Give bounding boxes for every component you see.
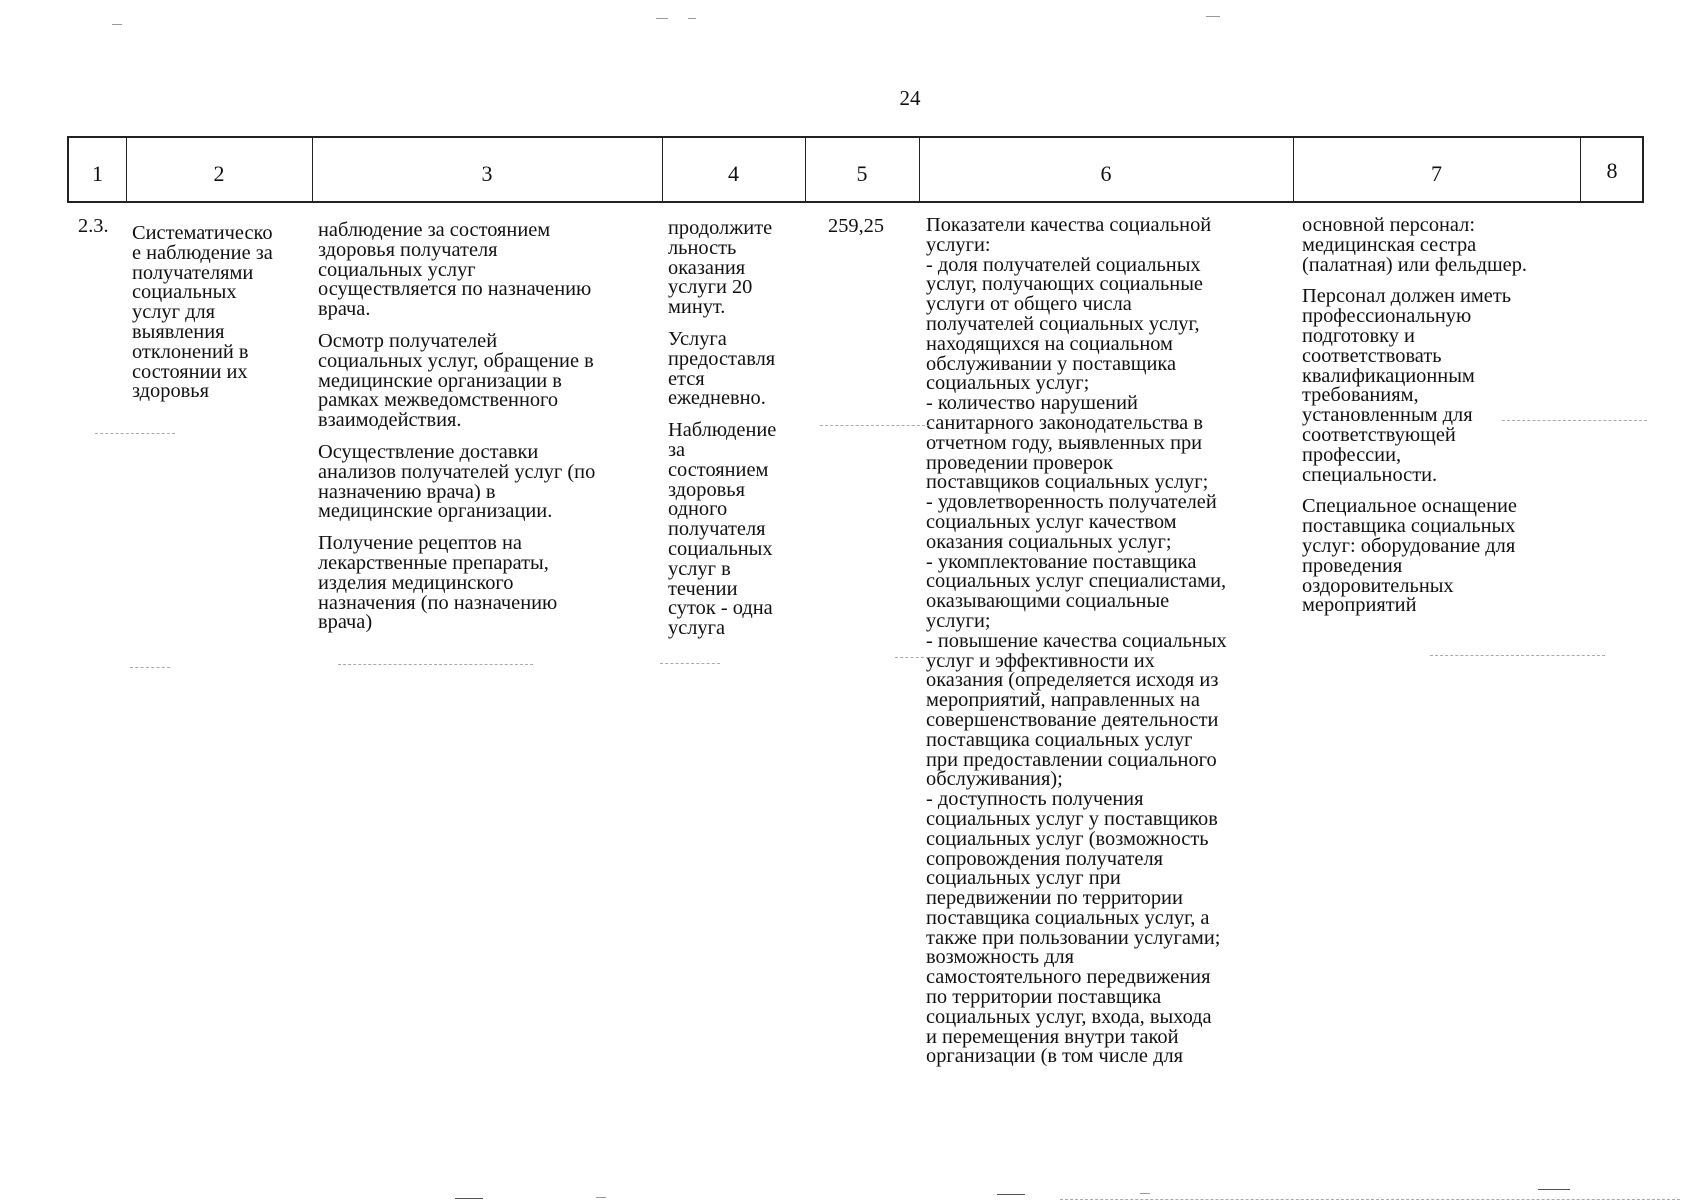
service-conditions: [1302, 216, 1592, 616]
description-paragraph: наблюдение за состоянием здоровья получателя социальных услуг осуществляется по назначению врача.: [318, 219, 592, 321]
row-number: 2.3.: [78, 215, 109, 237]
conditions-paragraph: Специальное оснащение поставщика социальных услуг: оборудование для проведения оздоровительных мероприятий: [1302, 495, 1517, 617]
quality-indicators: Показатели качества социальной услуги: - доля получателей социальных услуг, получающих социальные услуги от общего числа получателей социальных услуг, находящихся на социальном обслуживании у поставщика социальных услуг; - количество нарушений санитарного законодательства в отчетном году, выявленных при проведении проверок поставщиков социальных услуг; - удовлетворенность получателей социальных услуг качеством оказания социальных услуг; - укомплектование поставщика социальных услуг специалистами, оказывающими социальные услуги; - повышение качества социальных услуг и эффективности их оказания (определяется исходя из мероприятий, направленных на совершенствование деятельности поставщика социальных услуг при предоставлении социального обслуживания); - доступность получения социальных услуг у поставщиков социальных услуг (возможность сопровождения получателя социальных услуг при передвижении по территории поставщика социальных услуг, а также при пользовании услугами; возможность для самостоятельного передвижения по территории поставщика социальных услуг, входа, выхода и перемещения внутри такой организации (в том числе для: [926, 214, 1227, 1068]
duration-paragraph: продолжите льность оказания услуги 20 минут.: [668, 217, 773, 319]
header-col-6: 6: [1100, 160, 1112, 186]
scan-artifact: [130, 667, 170, 668]
description-paragraph: Осуществление доставки анализов получателей услуг (по назначению врача) в медицинские организации.: [318, 440, 596, 523]
header-col-1: 1: [92, 160, 103, 186]
scan-artifact: [1502, 420, 1647, 421]
table-header-row: [67, 136, 1644, 203]
scan-artifact: [895, 657, 955, 658]
header-col-4: 4: [728, 160, 739, 186]
scan-artifact: [1430, 655, 1605, 656]
scan-artifact: [997, 1194, 1025, 1195]
description-paragraph: Осмотр получателей социальных услуг, обращение в медицинские организации в рамках межведомственного взаимодействия.: [318, 329, 594, 432]
header-col-3: 3: [481, 160, 493, 186]
scan-artifact: [338, 664, 533, 665]
description-paragraph: Получение рецептов на лекарственные препараты, изделия медицинского назначения (по назначению врача): [318, 532, 558, 634]
service-duration: [668, 219, 808, 639]
header-col-2: 2: [213, 160, 225, 186]
conditions-paragraph: Персонал должен иметь профессиональную подготовку и соответствовать квалификационным требованиям, установленным для соответствующей профессии, специальности.: [1302, 285, 1512, 486]
scan-artifact: [688, 18, 696, 19]
service-price: 259,25: [828, 215, 885, 237]
header-col-8: 8: [1606, 158, 1618, 183]
duration-paragraph: Наблюдение за состоянием здоровья одного получателя социальных услуг в течении суток - одна услуга: [668, 419, 777, 640]
service-name: Систематическо е наблюдение за получателями социальных услуг для выявления отклонений в состоянии их здоровья: [132, 222, 273, 403]
header-col-5: 5: [856, 160, 868, 186]
scan-artifact: [820, 425, 930, 426]
page-number: 24: [899, 86, 921, 110]
scan-artifact: [596, 1197, 606, 1198]
scan-artifact: [660, 663, 720, 664]
scan-artifact: [95, 433, 175, 434]
duration-paragraph: Услуга предоставля ется ежедневно.: [668, 327, 776, 410]
scan-artifact: [1538, 1189, 1570, 1190]
scan-artifact: [1206, 16, 1220, 17]
conditions-paragraph: основной персонал: медицинская сестра (палатная) или фельдшер.: [1302, 214, 1528, 276]
scan-artifact: [455, 1198, 483, 1199]
header-col-7: 7: [1431, 160, 1442, 186]
scan-artifact: [656, 18, 668, 19]
scan-artifact: [112, 24, 122, 25]
scan-artifact: [1140, 1193, 1150, 1194]
service-description: [318, 221, 663, 633]
